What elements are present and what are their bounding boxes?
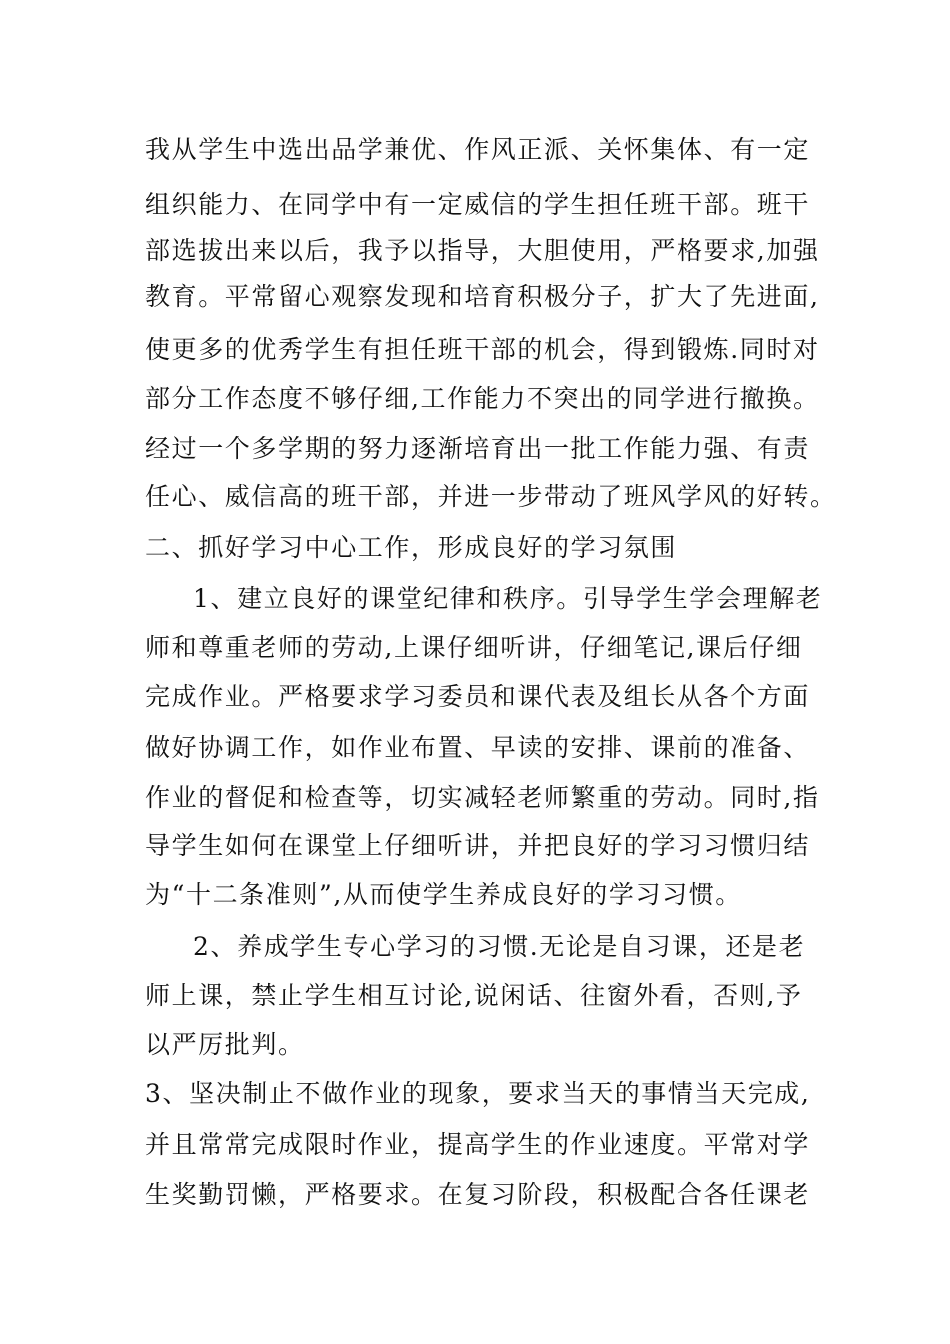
text-line: 为“十二条准则”,从而使学生养成良好的学习习惯。: [145, 880, 742, 909]
text-line: 并且常常完成限时作业，提高学生的作业速度。平常对学: [145, 1130, 811, 1159]
text-line: 部分工作态度不够仔细,工作能力不突出的同学进行撤换。: [145, 384, 820, 413]
text-line: 完成作业。严格要求学习委员和课代表及组长从各个方面: [145, 682, 811, 711]
text-line: 师和尊重老师的劳动,上课仔细听讲，仔细笔记,课后仔细: [145, 633, 803, 662]
text-line: 生奖勤罚懒，严格要求。在复习阶段，积极配合各任课老: [145, 1180, 811, 1209]
text-line: 作业的督促和检查等，切实减轻老师繁重的劳动。同时,指: [145, 783, 820, 812]
text-line: 教育。平常留心观察发现和培育积极分子，扩大了先进面,: [145, 282, 820, 311]
text-line: 2、养成学生专心学习的习惯.无论是自习课，还是老: [193, 932, 806, 961]
text-line: 经过一个多学期的努力逐渐培育出一批工作能力强、有责: [145, 434, 811, 463]
text-line: 1、建立良好的课堂纪律和秩序。引导学生学会理解老: [193, 584, 823, 613]
text-line: 导学生如何在课堂上仔细听讲，并把良好的学习习惯归结: [145, 831, 811, 860]
section-heading: 二、抓好学习中心工作，形成良好的学习氛围: [145, 533, 678, 562]
text-line: 做好协调工作，如作业布置、早读的安排、课前的准备、: [145, 733, 811, 762]
text-line: 使更多的优秀学生有担任班干部的机会，得到锻炼.同时对: [145, 335, 820, 364]
text-line: 我从学生中选出品学兼优、作风正派、关怀集体、有一定: [145, 135, 811, 164]
text-line: 师上课，禁止学生相互讨论,说闲话、往窗外看，否则,予: [145, 981, 803, 1010]
text-line: 任心、威信高的班干部，并进一步带动了班风学风的好转。: [145, 482, 837, 511]
text-line: 部选拔出来以后，我予以指导，大胆使用，严格要求,加强: [145, 236, 820, 265]
text-line: 3、坚决制止不做作业的现象，要求当天的事情当天完成,: [145, 1079, 811, 1108]
text-line: 组织能力、在同学中有一定威信的学生担任班干部。班干: [145, 190, 811, 219]
text-line: 以严厉批判。: [145, 1030, 305, 1059]
